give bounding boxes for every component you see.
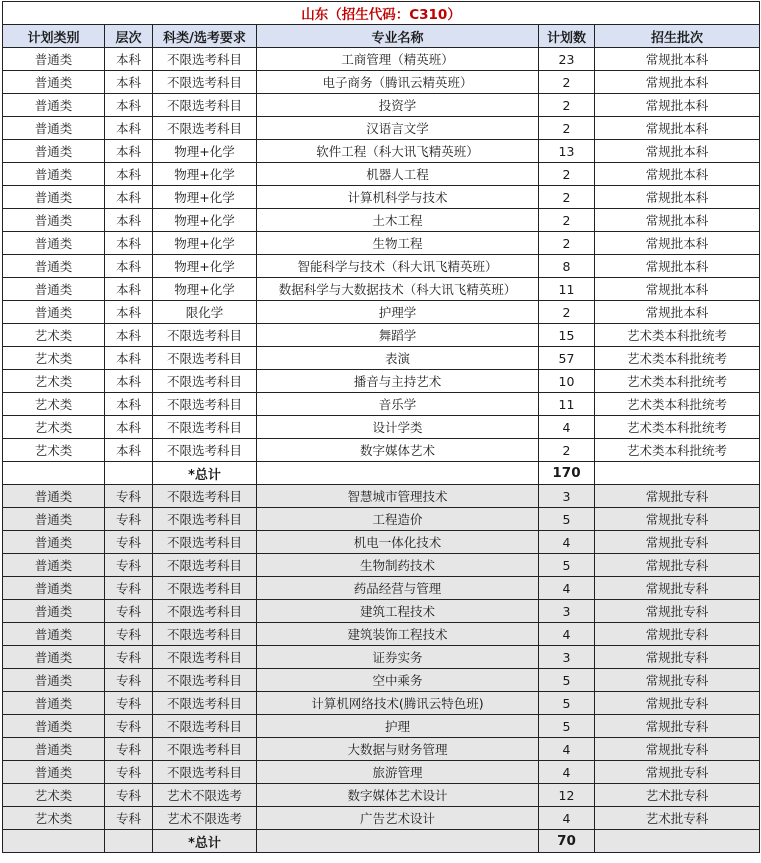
cell-major-name: 土木工程: [257, 209, 539, 232]
cell-plan-count: 23: [539, 48, 595, 71]
cell-admission-batch: 常规批专科: [595, 669, 760, 692]
cell-level: 本科: [105, 278, 153, 301]
cell-plan-count: 4: [539, 531, 595, 554]
cell-level: 专科: [105, 508, 153, 531]
cell-plan-count: 4: [539, 416, 595, 439]
cell-admission-batch: 常规批本科: [595, 48, 760, 71]
cell-plan-count: 2: [539, 163, 595, 186]
cell-level: 专科: [105, 807, 153, 830]
cell-admission-batch: 艺术类本科批统考: [595, 416, 760, 439]
cell-admission-batch: 常规批专科: [595, 531, 760, 554]
cell-plan-category: 普通类: [3, 531, 105, 554]
cell-plan-count: 13: [539, 140, 595, 163]
cell-plan-category: 艺术类: [3, 807, 105, 830]
cell-major-name: 旅游管理: [257, 761, 539, 784]
cell-level: 本科: [105, 48, 153, 71]
cell-admission-batch: 常规批专科: [595, 554, 760, 577]
cell-admission-batch: 常规批专科: [595, 738, 760, 761]
table-row: [3, 278, 760, 301]
cell-admission-batch: 艺术批专科: [595, 807, 760, 830]
cell-plan-category: 普通类: [3, 669, 105, 692]
cell-level: 专科: [105, 600, 153, 623]
cell-major-name: 机电一体化技术: [257, 531, 539, 554]
cell-plan-category: 普通类: [3, 140, 105, 163]
table-row: [3, 531, 760, 554]
cell-subject-requirement: 不限选考科目: [153, 508, 257, 531]
cell-subject-requirement: 物理+化学: [153, 209, 257, 232]
cell-admission-batch: 常规批专科: [595, 577, 760, 600]
cell-admission-batch: 常规批本科: [595, 209, 760, 232]
undergraduate-section: [3, 48, 760, 462]
table-row: [3, 71, 760, 94]
total-label: *总计: [153, 830, 257, 853]
cell-subject-requirement: 不限选考科目: [153, 71, 257, 94]
cell-major-name: 生物制药技术: [257, 554, 539, 577]
cell-subject-requirement: 不限选考科目: [153, 738, 257, 761]
cell-major-name: 计算机网络技术(腾讯云特色班): [257, 692, 539, 715]
cell-plan-category: 普通类: [3, 255, 105, 278]
cell-plan-category: 普通类: [3, 485, 105, 508]
cell-major-name: 护理: [257, 715, 539, 738]
cell-plan-count: 4: [539, 807, 595, 830]
table-row: [3, 416, 760, 439]
cell-subject-requirement: 不限选考科目: [153, 485, 257, 508]
cell-admission-batch: 常规批专科: [595, 646, 760, 669]
cell-subject-requirement: 物理+化学: [153, 255, 257, 278]
cell-plan-category: 艺术类: [3, 439, 105, 462]
header-row: [3, 25, 760, 48]
cell-subject-requirement: 不限选考科目: [153, 554, 257, 577]
cell-subject-requirement: 艺术不限选考: [153, 784, 257, 807]
empty-cell: [3, 830, 105, 853]
cell-plan-category: 普通类: [3, 278, 105, 301]
cell-plan-count: 5: [539, 508, 595, 531]
cell-admission-batch: 常规批本科: [595, 117, 760, 140]
cell-plan-category: 艺术类: [3, 347, 105, 370]
table-row: [3, 140, 760, 163]
cell-admission-batch: 常规批专科: [595, 508, 760, 531]
cell-subject-requirement: 不限选考科目: [153, 577, 257, 600]
cell-level: 专科: [105, 784, 153, 807]
cell-major-name: 音乐学: [257, 393, 539, 416]
total-label: *总计: [153, 462, 257, 485]
cell-level: 本科: [105, 439, 153, 462]
table-row: [3, 738, 760, 761]
cell-level: 本科: [105, 117, 153, 140]
cell-plan-count: 3: [539, 600, 595, 623]
cell-level: 本科: [105, 140, 153, 163]
cell-plan-count: 15: [539, 324, 595, 347]
cell-plan-category: 普通类: [3, 577, 105, 600]
cell-subject-requirement: 不限选考科目: [153, 646, 257, 669]
cell-subject-requirement: 不限选考科目: [153, 117, 257, 140]
header-plan-category: 计划类别: [3, 25, 105, 48]
cell-subject-requirement: 不限选考科目: [153, 439, 257, 462]
cell-major-name: 空中乘务: [257, 669, 539, 692]
cell-plan-category: 普通类: [3, 117, 105, 140]
cell-major-name: 数据科学与大数据技术（科大讯飞精英班）: [257, 278, 539, 301]
cell-admission-batch: 常规批专科: [595, 485, 760, 508]
table-row: [3, 48, 760, 71]
undergraduate-total-section: [3, 462, 760, 485]
table-row: [3, 393, 760, 416]
cell-subject-requirement: 不限选考科目: [153, 324, 257, 347]
cell-subject-requirement: 不限选考科目: [153, 715, 257, 738]
cell-plan-count: 11: [539, 278, 595, 301]
cell-admission-batch: 常规批本科: [595, 94, 760, 117]
cell-level: 专科: [105, 669, 153, 692]
cell-plan-category: 普通类: [3, 209, 105, 232]
cell-plan-count: 2: [539, 117, 595, 140]
empty-cell: [257, 462, 539, 485]
cell-plan-category: 普通类: [3, 715, 105, 738]
cell-plan-count: 2: [539, 209, 595, 232]
cell-subject-requirement: 不限选考科目: [153, 669, 257, 692]
empty-cell: [105, 830, 153, 853]
cell-plan-count: 11: [539, 393, 595, 416]
cell-major-name: 护理学: [257, 301, 539, 324]
cell-level: 本科: [105, 255, 153, 278]
cell-major-name: 证券实务: [257, 646, 539, 669]
cell-subject-requirement: 不限选考科目: [153, 393, 257, 416]
cell-plan-category: 普通类: [3, 301, 105, 324]
cell-admission-batch: 常规批专科: [595, 600, 760, 623]
cell-major-name: 生物工程: [257, 232, 539, 255]
table-row: [3, 508, 760, 531]
cell-major-name: 机器人工程: [257, 163, 539, 186]
cell-subject-requirement: 艺术不限选考: [153, 807, 257, 830]
table-row: [3, 186, 760, 209]
cell-major-name: 大数据与财务管理: [257, 738, 539, 761]
table-row: [3, 807, 760, 830]
table-row: [3, 94, 760, 117]
header-subject-requirement: 科类/选考要求: [153, 25, 257, 48]
cell-level: 本科: [105, 370, 153, 393]
total-value: 170: [539, 462, 595, 485]
junior-college-section: [3, 485, 760, 830]
cell-level: 专科: [105, 623, 153, 646]
cell-plan-count: 3: [539, 646, 595, 669]
cell-major-name: 电子商务（腾讯云精英班）: [257, 71, 539, 94]
table-row: [3, 209, 760, 232]
cell-subject-requirement: 限化学: [153, 301, 257, 324]
cell-subject-requirement: 不限选考科目: [153, 531, 257, 554]
cell-plan-count: 2: [539, 186, 595, 209]
table-row: [3, 347, 760, 370]
table-row: [3, 163, 760, 186]
cell-plan-category: 普通类: [3, 600, 105, 623]
cell-level: 专科: [105, 531, 153, 554]
empty-cell: [257, 830, 539, 853]
header-major-name: 专业名称: [257, 25, 539, 48]
cell-admission-batch: 常规批本科: [595, 163, 760, 186]
cell-subject-requirement: 不限选考科目: [153, 347, 257, 370]
cell-subject-requirement: 物理+化学: [153, 186, 257, 209]
cell-major-name: 软件工程（科大讯飞精英班）: [257, 140, 539, 163]
cell-admission-batch: 常规批本科: [595, 140, 760, 163]
cell-admission-batch: 常规批本科: [595, 71, 760, 94]
cell-plan-count: 4: [539, 761, 595, 784]
cell-level: 本科: [105, 416, 153, 439]
cell-subject-requirement: 物理+化学: [153, 232, 257, 255]
cell-plan-category: 艺术类: [3, 370, 105, 393]
undergraduate-total-row: [3, 462, 760, 485]
cell-admission-batch: 艺术类本科批统考: [595, 324, 760, 347]
cell-plan-count: 2: [539, 439, 595, 462]
cell-major-name: 数字媒体艺术: [257, 439, 539, 462]
cell-admission-batch: 常规批本科: [595, 301, 760, 324]
cell-plan-count: 4: [539, 738, 595, 761]
cell-plan-count: 5: [539, 692, 595, 715]
cell-plan-category: 普通类: [3, 163, 105, 186]
cell-admission-batch: 常规批本科: [595, 278, 760, 301]
cell-plan-category: 普通类: [3, 186, 105, 209]
cell-level: 专科: [105, 715, 153, 738]
cell-level: 专科: [105, 761, 153, 784]
header-admission-batch: 招生批次: [595, 25, 760, 48]
cell-major-name: 建筑工程技术: [257, 600, 539, 623]
cell-level: 专科: [105, 554, 153, 577]
cell-admission-batch: 常规批专科: [595, 623, 760, 646]
cell-admission-batch: 艺术类本科批统考: [595, 370, 760, 393]
cell-major-name: 智慧城市管理技术: [257, 485, 539, 508]
cell-plan-count: 4: [539, 623, 595, 646]
table-row: [3, 324, 760, 347]
empty-cell: [105, 462, 153, 485]
cell-level: 专科: [105, 577, 153, 600]
junior-college-total-row: [3, 830, 760, 853]
cell-admission-batch: 艺术类本科批统考: [595, 439, 760, 462]
total-value: 70: [539, 830, 595, 853]
cell-plan-count: 2: [539, 94, 595, 117]
table-row: [3, 577, 760, 600]
cell-admission-batch: 常规批专科: [595, 715, 760, 738]
cell-level: 专科: [105, 692, 153, 715]
cell-plan-count: 4: [539, 577, 595, 600]
cell-plan-count: 8: [539, 255, 595, 278]
cell-plan-count: 10: [539, 370, 595, 393]
cell-subject-requirement: 物理+化学: [153, 163, 257, 186]
cell-plan-count: 5: [539, 669, 595, 692]
cell-level: 本科: [105, 347, 153, 370]
empty-cell: [595, 830, 760, 853]
cell-plan-category: 普通类: [3, 738, 105, 761]
cell-subject-requirement: 物理+化学: [153, 278, 257, 301]
empty-cell: [595, 462, 760, 485]
cell-plan-count: 57: [539, 347, 595, 370]
cell-admission-batch: 常规批专科: [595, 761, 760, 784]
table-row: [3, 301, 760, 324]
cell-level: 本科: [105, 324, 153, 347]
cell-plan-category: 普通类: [3, 71, 105, 94]
cell-plan-category: 普通类: [3, 646, 105, 669]
table-row: [3, 761, 760, 784]
cell-major-name: 药品经营与管理: [257, 577, 539, 600]
cell-major-name: 广告艺术设计: [257, 807, 539, 830]
cell-major-name: 智能科学与技术（科大讯飞精英班）: [257, 255, 539, 278]
table-row: [3, 554, 760, 577]
cell-major-name: 播音与主持艺术: [257, 370, 539, 393]
table-row: [3, 600, 760, 623]
table-row: [3, 439, 760, 462]
table-title-row: [3, 2, 760, 25]
cell-plan-category: 艺术类: [3, 416, 105, 439]
cell-subject-requirement: 不限选考科目: [153, 761, 257, 784]
table-row: [3, 715, 760, 738]
cell-plan-category: 艺术类: [3, 393, 105, 416]
cell-plan-count: 2: [539, 301, 595, 324]
cell-plan-category: 艺术类: [3, 324, 105, 347]
cell-plan-count: 2: [539, 232, 595, 255]
cell-admission-batch: 常规批本科: [595, 186, 760, 209]
table-row: [3, 692, 760, 715]
cell-major-name: 工程造价: [257, 508, 539, 531]
cell-level: 本科: [105, 71, 153, 94]
cell-plan-category: 普通类: [3, 761, 105, 784]
cell-level: 本科: [105, 209, 153, 232]
cell-level: 专科: [105, 646, 153, 669]
table-row: [3, 623, 760, 646]
table-row: [3, 669, 760, 692]
cell-admission-batch: 常规批本科: [595, 255, 760, 278]
table-row: [3, 255, 760, 278]
cell-level: 本科: [105, 232, 153, 255]
empty-cell: [3, 462, 105, 485]
cell-major-name: 建筑装饰工程技术: [257, 623, 539, 646]
cell-major-name: 汉语言文学: [257, 117, 539, 140]
table-row: [3, 117, 760, 140]
cell-major-name: 计算机科学与技术: [257, 186, 539, 209]
cell-plan-category: 普通类: [3, 623, 105, 646]
cell-major-name: 设计学类: [257, 416, 539, 439]
cell-subject-requirement: 不限选考科目: [153, 416, 257, 439]
table-title: 山东（招生代码：C310）: [3, 2, 760, 25]
cell-admission-batch: 常规批专科: [595, 692, 760, 715]
cell-plan-category: 普通类: [3, 508, 105, 531]
cell-admission-batch: 艺术批专科: [595, 784, 760, 807]
cell-plan-count: 12: [539, 784, 595, 807]
header-level: 层次: [105, 25, 153, 48]
table-row: [3, 232, 760, 255]
cell-plan-count: 2: [539, 71, 595, 94]
cell-subject-requirement: 不限选考科目: [153, 370, 257, 393]
cell-level: 本科: [105, 163, 153, 186]
junior-college-total-section: [3, 830, 760, 853]
cell-plan-category: 艺术类: [3, 784, 105, 807]
cell-plan-count: 3: [539, 485, 595, 508]
cell-level: 专科: [105, 738, 153, 761]
cell-level: 本科: [105, 393, 153, 416]
cell-plan-category: 普通类: [3, 554, 105, 577]
cell-level: 专科: [105, 485, 153, 508]
cell-plan-category: 普通类: [3, 94, 105, 117]
enrollment-plan-table: [2, 1, 760, 853]
cell-plan-category: 普通类: [3, 232, 105, 255]
cell-admission-batch: 常规批本科: [595, 232, 760, 255]
table-row: [3, 646, 760, 669]
cell-subject-requirement: 不限选考科目: [153, 600, 257, 623]
cell-admission-batch: 艺术类本科批统考: [595, 347, 760, 370]
cell-level: 本科: [105, 94, 153, 117]
cell-level: 本科: [105, 301, 153, 324]
cell-plan-category: 普通类: [3, 48, 105, 71]
cell-level: 本科: [105, 186, 153, 209]
cell-subject-requirement: 不限选考科目: [153, 48, 257, 71]
cell-major-name: 表演: [257, 347, 539, 370]
table-row: [3, 485, 760, 508]
cell-subject-requirement: 不限选考科目: [153, 692, 257, 715]
cell-plan-count: 5: [539, 554, 595, 577]
cell-subject-requirement: 物理+化学: [153, 140, 257, 163]
cell-major-name: 数字媒体艺术设计: [257, 784, 539, 807]
cell-plan-count: 5: [539, 715, 595, 738]
header-plan-count: 计划数: [539, 25, 595, 48]
cell-major-name: 投资学: [257, 94, 539, 117]
cell-subject-requirement: 不限选考科目: [153, 623, 257, 646]
cell-plan-category: 普通类: [3, 692, 105, 715]
table-row: [3, 370, 760, 393]
cell-subject-requirement: 不限选考科目: [153, 94, 257, 117]
cell-admission-batch: 艺术类本科批统考: [595, 393, 760, 416]
table-row: [3, 784, 760, 807]
cell-major-name: 工商管理（精英班）: [257, 48, 539, 71]
cell-major-name: 舞蹈学: [257, 324, 539, 347]
